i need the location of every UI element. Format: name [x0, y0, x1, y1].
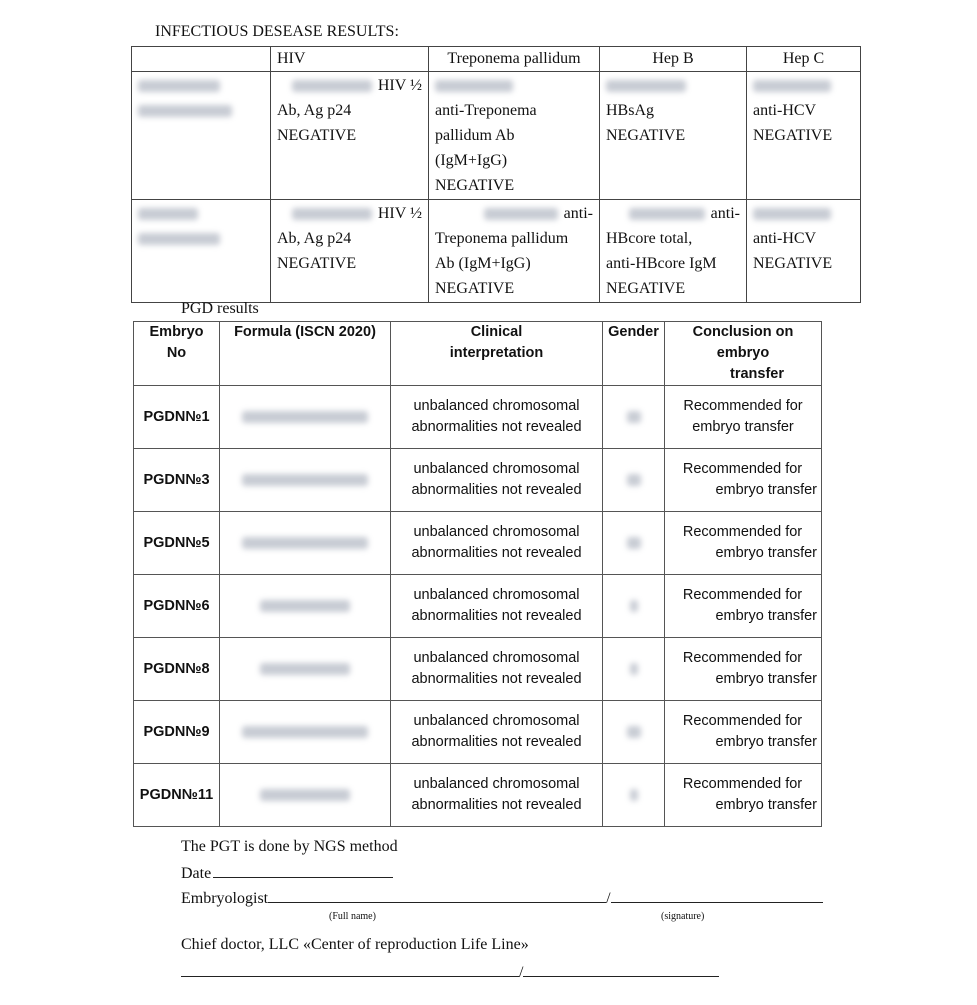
redacted-formula: [260, 600, 350, 612]
conclusion-cell: Recommended for embryo transfer: [665, 764, 822, 827]
chief-doctor-title: Chief doctor, LLC «Center of reproduction Life Line»: [181, 936, 529, 953]
embryo-id: PGDN№9: [134, 701, 220, 764]
redacted-date: [629, 208, 705, 220]
redacted-formula: [242, 537, 368, 549]
patient-header: [132, 47, 271, 72]
table-row: [134, 575, 822, 638]
embryologist-label: Embryologist: [181, 890, 269, 907]
table-row: [134, 449, 822, 512]
hepc-header: Hep C: [747, 47, 861, 72]
gender-cell: [603, 701, 665, 764]
table-header-row: [134, 322, 822, 386]
table-row: [134, 638, 822, 701]
clinical-cell: unbalanced chromosomal abnormalities not revealed: [391, 386, 603, 449]
clinical-cell: unbalanced chromosomal abnormalities not revealed: [391, 638, 603, 701]
infectious-results-table: [131, 46, 861, 303]
full-name-blank: [268, 888, 606, 903]
conclusion-cell: Recommended for embryo transfer: [665, 512, 822, 575]
redacted-name: [138, 208, 198, 220]
table-header-row: [132, 47, 861, 72]
embryo-id: PGDN№11: [134, 764, 220, 827]
clinical-cell: unbalanced chromosomal abnormalities not revealed: [391, 764, 603, 827]
redacted-gender: [627, 537, 641, 549]
embryologist-line: [181, 888, 823, 908]
redacted-gender: [627, 474, 641, 486]
signature-blank: [611, 888, 823, 903]
pgd-results-table: [133, 321, 822, 827]
hiv-header: HIV: [271, 47, 429, 72]
clinical-cell: unbalanced chromosomal abnormalities not revealed: [391, 449, 603, 512]
gender-cell: [603, 575, 665, 638]
redacted-date: [606, 80, 686, 92]
redacted-formula: [242, 726, 368, 738]
conclusion-cell: Recommended for embryo transfer: [665, 638, 822, 701]
redacted-formula: [242, 474, 368, 486]
conclusion-cell: Recommended for embryo transfer: [665, 449, 822, 512]
formula-cell: [220, 449, 391, 512]
table-row: [134, 701, 822, 764]
hepb-header: Hep B: [600, 47, 747, 72]
formula-cell: [220, 512, 391, 575]
treponema-cell: anti- Treponema pallidum Ab (IgM+IgG) NEGATIVE: [429, 200, 600, 303]
pgd-results-title: PGD results: [181, 300, 259, 317]
formula-cell: [220, 701, 391, 764]
chief-signature-blank: [523, 962, 719, 977]
conclusion-cell: Recommended for embryo transfer: [665, 701, 822, 764]
redacted-date: [753, 80, 831, 92]
hiv-cell: HIV ½ Ab, Ag p24 NEGATIVE: [271, 72, 429, 200]
clinical-cell: unbalanced chromosomal abnormalities not revealed: [391, 512, 603, 575]
separator-slash: /: [606, 890, 611, 907]
patient-cell: [132, 72, 271, 200]
gender-cell: [603, 386, 665, 449]
treponema-header: Treponema pallidum: [429, 47, 600, 72]
conclusion-cell: Recommended for embryo transfer: [665, 386, 822, 449]
clinical-cell: unbalanced chromosomal abnormalities not revealed: [391, 575, 603, 638]
hepc-cell: anti-HCV NEGATIVE: [747, 200, 861, 303]
patient-cell: [132, 200, 271, 303]
redacted-date: [753, 208, 831, 220]
table-row: [134, 764, 822, 827]
embryo-id: PGDN№3: [134, 449, 220, 512]
redacted-gender: [630, 600, 638, 612]
redacted-date: [484, 208, 558, 220]
conclusion-cell: Recommended for embryo transfer: [665, 575, 822, 638]
hiv-cell: HIV ½ Ab, Ag p24 NEGATIVE: [271, 200, 429, 303]
gender-cell: [603, 764, 665, 827]
redacted-gender: [627, 726, 641, 738]
embryo-id: PGDN№1: [134, 386, 220, 449]
embryo-id: PGDN№8: [134, 638, 220, 701]
date-line: [181, 863, 393, 883]
redacted-gender: [627, 411, 641, 423]
redacted-formula: [260, 663, 350, 675]
hepc-cell: anti-HCV NEGATIVE: [747, 72, 861, 200]
treponema-cell: anti-Treponema pallidum Ab (IgM+IgG) NEGATIVE: [429, 72, 600, 200]
clinical-cell: unbalanced chromosomal abnormalities not revealed: [391, 701, 603, 764]
gender-header: Gender: [603, 322, 665, 386]
redacted-date: [435, 80, 513, 92]
formula-header: Formula (ISCN 2020): [220, 322, 391, 386]
method-note: The PGT is done by NGS method: [181, 838, 398, 855]
separator-slash: /: [519, 964, 524, 981]
date-label: Date: [181, 865, 212, 882]
redacted-dob: [138, 105, 232, 117]
table-row: [132, 200, 861, 303]
hepb-cell: HBsAg NEGATIVE: [600, 72, 747, 200]
chief-name-blank: [181, 962, 519, 977]
gender-cell: [603, 638, 665, 701]
date-blank: [213, 863, 393, 878]
hepb-cell: anti- HBcore total, anti-HBcore IgM NEGATIVE: [600, 200, 747, 303]
table-row: [132, 72, 861, 200]
redacted-name: [138, 80, 220, 92]
formula-cell: [220, 386, 391, 449]
redacted-date: [292, 208, 372, 220]
redacted-date: [292, 80, 372, 92]
redacted-formula: [260, 789, 350, 801]
infectious-results-title: INFECTIOUS DESEASE RESULTS:: [155, 23, 399, 40]
formula-cell: [220, 764, 391, 827]
redacted-formula: [242, 411, 368, 423]
full-name-caption: (Full name): [329, 911, 376, 922]
table-row: [134, 512, 822, 575]
chief-signature-line: [181, 962, 719, 982]
redacted-gender: [630, 789, 638, 801]
conclusion-header: Conclusion on embryo transfer: [665, 322, 822, 386]
signature-caption: (signature): [661, 911, 705, 922]
redacted-dob: [138, 233, 220, 245]
gender-cell: [603, 449, 665, 512]
table-row: [134, 386, 822, 449]
redacted-gender: [630, 663, 638, 675]
embryo-id: PGDN№6: [134, 575, 220, 638]
formula-cell: [220, 575, 391, 638]
clinical-header: Clinical interpretation: [391, 322, 603, 386]
formula-cell: [220, 638, 391, 701]
embryo-header: Embryo No: [134, 322, 220, 386]
gender-cell: [603, 512, 665, 575]
embryo-id: PGDN№5: [134, 512, 220, 575]
